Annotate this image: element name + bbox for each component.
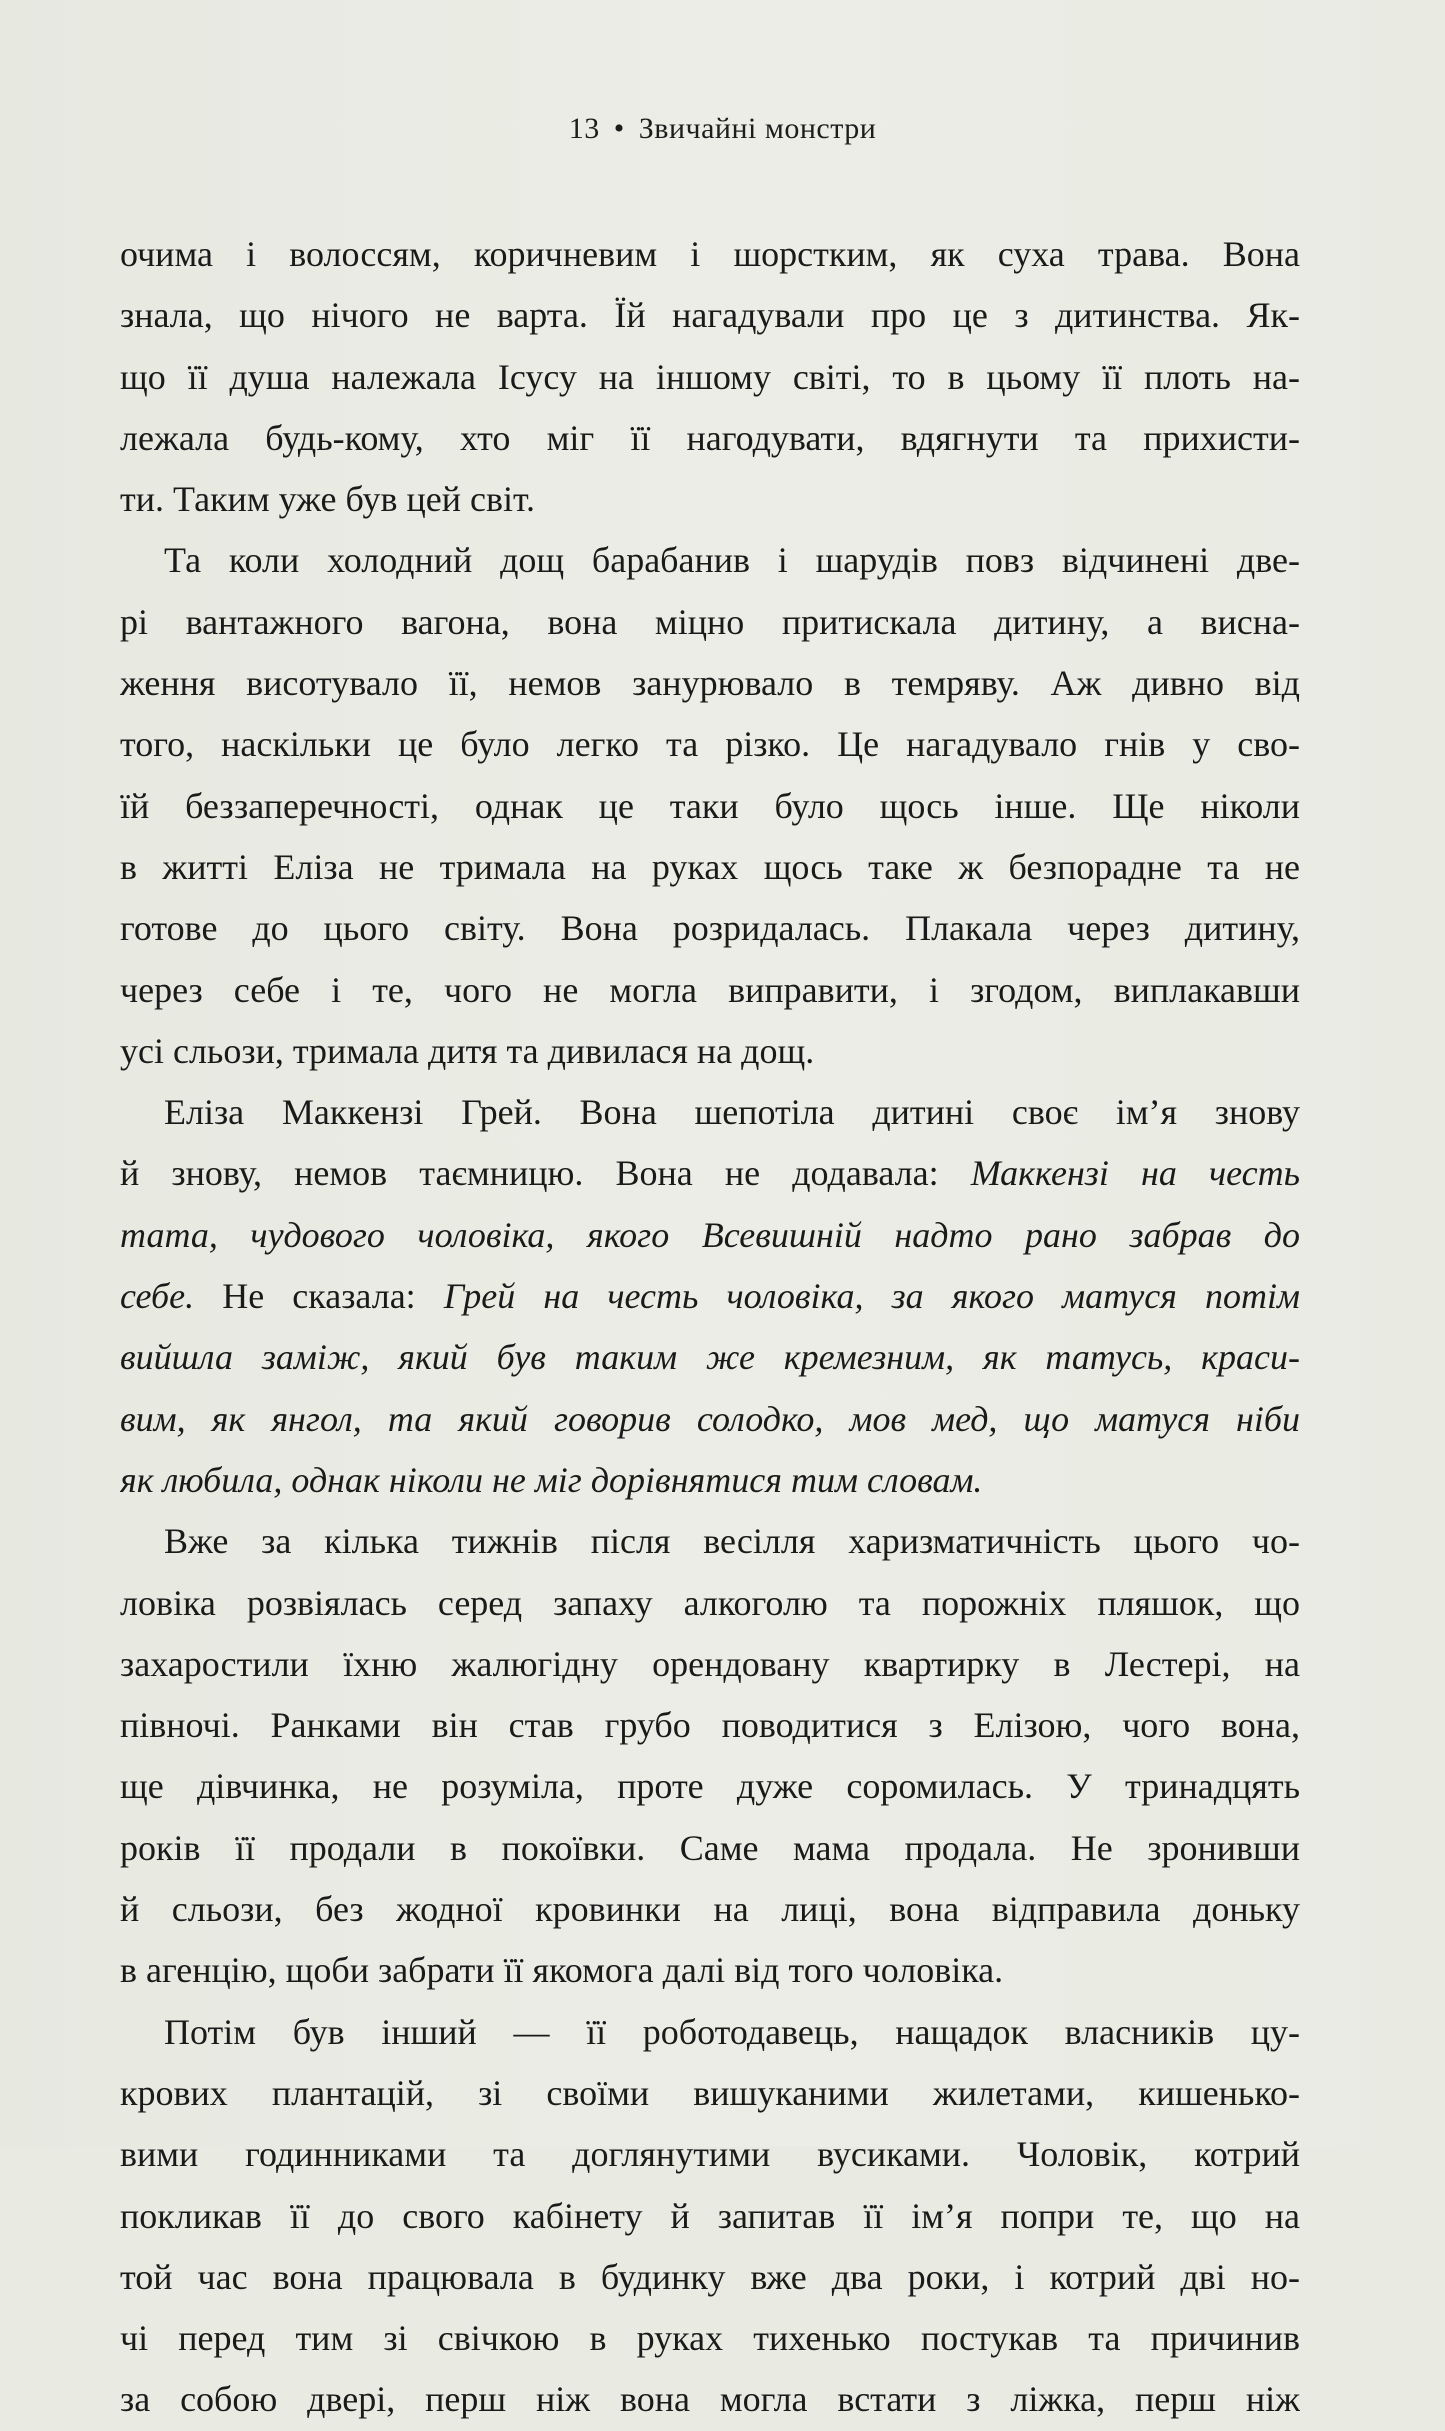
text-segment: в агенцію, щоби забрати її якомога далі від того чоловіка. <box>120 1950 1004 1991</box>
text-segment: захаростили їхню жалюгідну орендовану квартирку в Лестері, на <box>120 1643 1300 1684</box>
italic-text: вийшла заміж, який був таким же кремезним, як татусь, краси- <box>120 1337 1300 1378</box>
text-line <box>120 1695 1300 1756</box>
text-line <box>120 1389 1300 1450</box>
text-segment: покликав її до свого кабінету й запитав її ім’я попри те, що на <box>120 2195 1300 2236</box>
text-line <box>120 2124 1300 2185</box>
text-segment: їй беззаперечності, однак це таки було щось інше. Ще ніколи <box>120 785 1300 826</box>
text-line <box>120 1634 1300 1695</box>
text-line <box>120 837 1300 898</box>
text-line <box>120 2002 1300 2063</box>
text-segment: Вже за кілька тижнів після весілля харизматичність цього чо- <box>164 1521 1300 1562</box>
text-line <box>120 714 1300 775</box>
text-line <box>120 408 1300 469</box>
text-line <box>120 1940 1300 2001</box>
text-line <box>120 2186 1300 2247</box>
italic-text: Маккензі на честь <box>970 1153 1300 1194</box>
chapter-title: Звичайні монстри <box>638 112 877 145</box>
text-segment: ти. Таким уже був цей світ. <box>120 479 535 520</box>
text-segment: через себе і те, чого не могла виправити, і згодом, виплакавши <box>120 969 1300 1010</box>
text-line <box>120 898 1300 959</box>
text-segment: півночі. Ранками він став грубо поводитися з Елізою, чого вона, <box>120 1705 1300 1746</box>
text-segment: що її душа належала Ісусу на іншому світі, то в цьому її плоть на- <box>120 356 1300 397</box>
text-line <box>120 960 1300 1021</box>
running-header <box>0 112 1445 146</box>
text-line <box>120 1327 1300 1388</box>
text-segment: рі вантажного вагона, вона міцно притискала дитину, а висна- <box>120 601 1300 642</box>
text-segment: ще дівчинка, не розуміла, проте дуже соромилась. У тринадцять <box>120 1766 1300 1807</box>
text-segment: очима і волоссям, коричневим і шорстким, як суха трава. Вона <box>120 234 1300 274</box>
text-segment: Не сказала: <box>194 1276 444 1317</box>
text-segment: в житті Еліза не тримала на руках щось таке ж безпорадне та не <box>120 846 1300 887</box>
text-segment: Та коли холодний дощ барабанив і шарудів повз відчинені две- <box>164 540 1300 581</box>
text-segment: ловіка розвіялась серед запаху алкоголю та порожніх пляшок, що <box>120 1582 1300 1623</box>
text-line <box>120 653 1300 714</box>
text-line <box>120 1756 1300 1817</box>
italic-text: Грей на честь чоловіка, за якого матуся потім <box>443 1276 1300 1317</box>
text-line <box>120 2063 1300 2124</box>
text-line <box>120 1205 1300 1266</box>
body-text <box>120 224 1300 2431</box>
text-segment: Еліза Маккензі Грей. Вона шепотіла дитині своє ім’я знову <box>164 1092 1300 1133</box>
page-number: 13 <box>568 112 600 145</box>
italic-text: себе. <box>120 1276 195 1317</box>
text-segment: той час вона працювала в будинку вже два роки, і котрий дві но- <box>120 2256 1300 2297</box>
italic-text: тата, чудового чоловіка, якого Всевишній надто рано забрав до <box>120 1214 1300 1255</box>
text-line <box>120 469 1300 530</box>
text-segment: за собою двері, перш ніж вона могла встати з ліжка, перш ніж <box>120 2379 1300 2420</box>
text-line <box>120 1573 1300 1634</box>
text-line <box>120 1266 1300 1327</box>
text-segment: років її продали в покоївки. Саме мама продала. Не зронивши <box>120 1827 1300 1868</box>
text-line <box>120 2308 1300 2369</box>
text-segment: Потім був інший — її роботодавець, нащадок власників цу- <box>164 2011 1300 2052</box>
text-line <box>120 1511 1300 1572</box>
text-line <box>120 530 1300 591</box>
text-line <box>120 285 1300 346</box>
text-segment: й сльози, без жодної кровинки на лиці, вона відправила доньку <box>120 1889 1300 1930</box>
text-line <box>120 2369 1300 2430</box>
italic-text: вим, як янгол, та який говорив солодко, мов мед, що матуся ніби <box>120 1398 1300 1439</box>
text-line <box>120 1143 1300 1204</box>
header-separator: • <box>613 112 625 145</box>
text-segment: ження висотувало її, немов занурювало в темряву. Аж дивно від <box>120 663 1300 704</box>
text-line <box>120 1082 1300 1143</box>
text-segment: крових плантацій, зі своїми вишуканими жилетами, кишенько- <box>120 2072 1300 2113</box>
text-line <box>120 224 1300 285</box>
text-line <box>120 1818 1300 1879</box>
text-line <box>120 776 1300 837</box>
text-line <box>120 1450 1300 1511</box>
text-segment: лежала будь-кому, хто міг її нагодувати, вдягнути та прихисти- <box>120 417 1300 458</box>
text-segment: чі перед тим зі свічкою в руках тихенько постукав та причинив <box>120 2318 1300 2359</box>
text-segment: того, наскільки це було легко та різко. Це нагадувало гнів у сво- <box>120 724 1300 765</box>
text-line <box>120 1879 1300 1940</box>
text-line <box>120 2247 1300 2308</box>
text-segment: готове до цього світу. Вона розридалась. Плакала через дитину, <box>120 908 1300 949</box>
text-line <box>120 347 1300 408</box>
italic-text: як любила, однак ніколи не міг дорівнятися тим словам. <box>120 1459 983 1500</box>
text-segment: знала, що нічого не варта. Їй нагадували про це з дитинства. Як- <box>120 295 1300 336</box>
text-segment: усі сльози, тримала дитя та дивилася на дощ. <box>120 1030 815 1071</box>
text-line <box>120 1021 1300 1082</box>
text-segment: вими годинниками та доглянутими вусиками. Чоловік, котрий <box>120 2134 1300 2175</box>
text-line <box>120 592 1300 653</box>
text-segment: й знову, немов таємницю. Вона не додавала: <box>120 1153 971 1194</box>
